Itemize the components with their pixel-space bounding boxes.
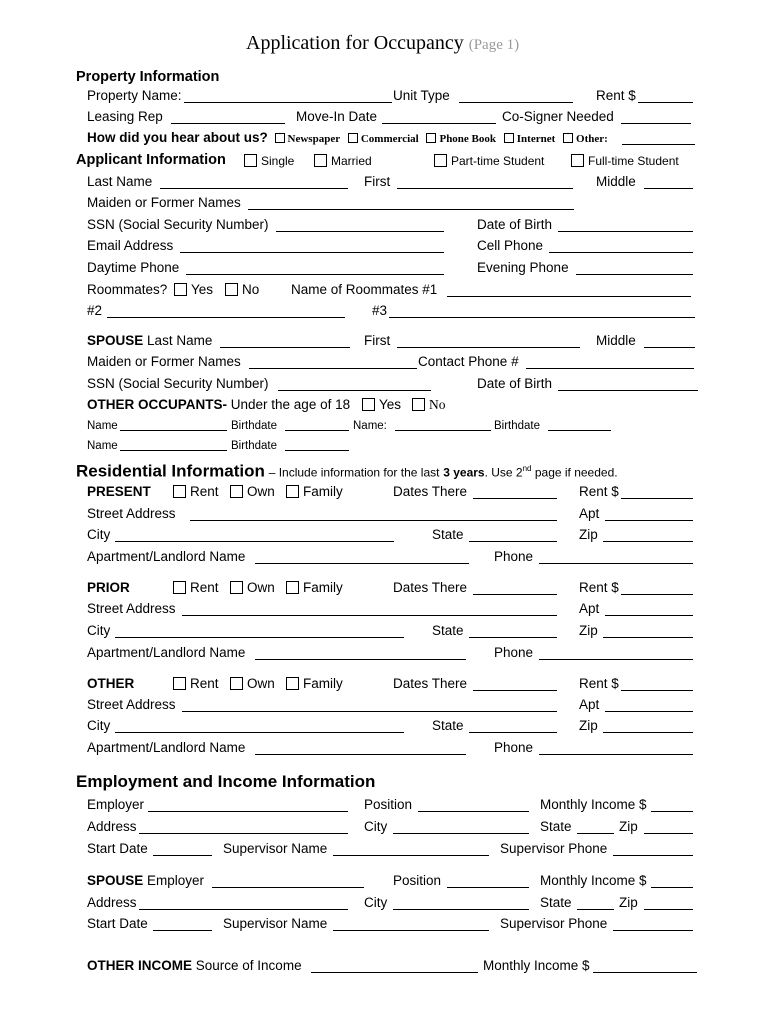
other-label: OTHER <box>87 676 135 691</box>
applicant-heading: Applicant Information <box>76 152 226 168</box>
checkbox[interactable] <box>286 485 299 498</box>
spouse-employer-field[interactable] <box>212 887 364 888</box>
rent-field[interactable] <box>638 102 693 103</box>
status-part-time[interactable]: Part-time Student <box>434 153 544 169</box>
prior-dates-label: Dates There <box>393 580 468 595</box>
spouse-supervisor-phone-label: Supervisor Phone <box>500 916 608 931</box>
checkbox[interactable] <box>286 677 299 690</box>
monthly-income-field[interactable] <box>651 811 693 812</box>
occupant1-birthdate-label: Birthdate <box>231 420 278 432</box>
other-monthly-income-field[interactable] <box>593 972 697 973</box>
ssn-label: SSN (Social Security Number) <box>87 217 269 232</box>
other-income-row: OTHER INCOME Source of Income <box>87 958 302 973</box>
position-label: Position <box>364 797 413 812</box>
supervisor-phone-label: Supervisor Phone <box>500 841 608 856</box>
spouse-address-label: Address <box>87 895 137 910</box>
spouse-state-label: State <box>540 895 572 910</box>
spouse-supervisor-phone-field[interactable] <box>613 930 693 931</box>
prior-apt-field[interactable] <box>605 615 693 616</box>
present-landlord-label: Apartment/Landlord Name <box>87 549 246 564</box>
page-note: (Page 1) <box>468 37 520 53</box>
present-zip-field[interactable] <box>603 541 693 542</box>
employer-state-field[interactable] <box>577 833 614 834</box>
employer-zip-field[interactable] <box>644 833 693 834</box>
other-rent-option[interactable]: Rent <box>173 676 219 692</box>
present-street-label: Street Address <box>87 506 176 521</box>
spouse-last-name-field[interactable] <box>220 347 350 348</box>
spouse-ssn-label: SSN (Social Security Number) <box>87 376 269 391</box>
other-family-option[interactable]: Family <box>286 676 343 692</box>
occupant1-name-field[interactable] <box>120 430 227 431</box>
occupant2-birthdate-label: Birthdate <box>494 420 541 432</box>
present-dates-field[interactable] <box>473 498 557 499</box>
prior-zip-field[interactable] <box>603 637 693 638</box>
position-field[interactable] <box>418 811 529 812</box>
occupant3-birthdate-label: Birthdate <box>231 440 278 452</box>
spouse-position-field[interactable] <box>447 887 529 888</box>
prior-rent-amt-label: Rent $ <box>579 580 619 595</box>
occupant1-birthdate-field[interactable] <box>285 430 349 431</box>
spouse-maiden-field[interactable] <box>249 368 417 369</box>
roommates-no[interactable]: No <box>225 282 259 298</box>
checkbox[interactable] <box>426 133 436 143</box>
hear-newspaper[interactable]: Newspaper <box>275 133 341 145</box>
hear-other-field[interactable] <box>622 144 695 145</box>
supervisor-name-label: Supervisor Name <box>223 841 328 856</box>
present-city-label: City <box>87 527 111 542</box>
employer-city-field[interactable] <box>393 833 529 834</box>
other-apt-label: Apt <box>579 697 600 712</box>
occupant3-name-field[interactable] <box>120 450 227 451</box>
start-date-field[interactable] <box>153 855 212 856</box>
property-name-label: Property Name: <box>87 88 182 103</box>
monthly-income-label: Monthly Income $ <box>540 797 647 812</box>
checkbox[interactable] <box>563 133 573 143</box>
occupant1-name-label: Name <box>87 420 118 432</box>
hear-phone-book[interactable]: Phone Book <box>426 133 496 145</box>
other-landlord-label: Apartment/Landlord Name <box>87 740 246 755</box>
spouse-monthly-income-label: Monthly Income $ <box>540 873 647 888</box>
spouse-supervisor-name-field[interactable] <box>333 930 489 931</box>
status-single[interactable]: Single <box>244 153 294 169</box>
present-landlord-field[interactable] <box>255 563 469 564</box>
checkbox[interactable] <box>275 133 285 143</box>
prior-city-field[interactable] <box>115 637 404 638</box>
other-street-field[interactable] <box>182 711 557 712</box>
prior-rent-amt-field[interactable] <box>621 594 693 595</box>
spouse-dob-field[interactable] <box>558 390 698 391</box>
prior-label: PRIOR <box>87 580 130 595</box>
residential-heading: Residential Information <box>76 461 265 481</box>
spouse-maiden-label: Maiden or Former Names <box>87 354 241 369</box>
supervisor-name-field[interactable] <box>333 855 489 856</box>
last-name-field[interactable] <box>160 188 348 189</box>
checkbox[interactable] <box>173 581 186 594</box>
occupant3-birthdate-field[interactable] <box>285 450 349 451</box>
other-rent-amt-label: Rent $ <box>579 676 619 691</box>
spouse-first-field[interactable] <box>397 347 580 348</box>
unit-type-field[interactable] <box>459 102 573 103</box>
maiden-field[interactable] <box>248 209 574 210</box>
employer-field[interactable] <box>148 811 348 812</box>
evening-field[interactable] <box>576 274 693 275</box>
hear-internet[interactable]: Internet <box>504 133 556 145</box>
spouse-monthly-income-field[interactable] <box>651 887 693 888</box>
prior-dates-field[interactable] <box>473 594 557 595</box>
spouse-city-field[interactable] <box>393 909 529 910</box>
residential-heading-row: Residential Information – Include information for the last 3 years. Use 2nd page if needed. <box>76 461 618 481</box>
start-date-label: Start Date <box>87 841 148 856</box>
checkbox[interactable] <box>348 133 358 143</box>
prior-phone-field[interactable] <box>539 659 693 660</box>
cosigner-label: Co-Signer Needed <box>502 109 614 124</box>
cosigner-field[interactable] <box>621 123 691 124</box>
other-own-option[interactable]: Own <box>230 676 275 692</box>
employer-address-label: Address <box>87 819 137 834</box>
supervisor-phone-field[interactable] <box>613 855 693 856</box>
occupant3-name-label: Name <box>87 440 118 452</box>
occupant2-name-label: Name: <box>353 420 387 432</box>
present-zip-label: Zip <box>579 527 598 542</box>
present-street-field[interactable] <box>190 520 557 521</box>
employer-city-label: City <box>364 819 388 834</box>
prior-state-field[interactable] <box>469 637 557 638</box>
checkbox[interactable] <box>225 283 238 296</box>
spouse-city-label: City <box>364 895 388 910</box>
status-full-time[interactable]: Full-time Student <box>571 153 679 169</box>
prior-state-label: State <box>432 623 464 638</box>
roommate3-field[interactable] <box>389 317 695 318</box>
checkbox[interactable] <box>314 154 327 167</box>
other-monthly-income-label: Monthly Income $ <box>483 958 590 973</box>
present-phone-label: Phone <box>494 549 534 564</box>
middle-name-field[interactable] <box>644 188 693 189</box>
roommates-yes[interactable]: Yes <box>174 282 213 298</box>
checkbox[interactable] <box>230 485 243 498</box>
checkbox[interactable] <box>230 677 243 690</box>
property-heading: Property Information <box>76 69 220 85</box>
other-dates-field[interactable] <box>473 690 557 691</box>
cell-label: Cell Phone <box>477 238 544 253</box>
spouse-position-label: Position <box>393 873 442 888</box>
spouse-name-row: SPOUSE Last Name <box>87 333 213 348</box>
other-income-source-field[interactable] <box>311 972 478 973</box>
occupants-no[interactable]: No <box>412 397 446 413</box>
daytime-label: Daytime Phone <box>87 260 180 275</box>
title-text: Application for Occupancy <box>246 32 464 54</box>
prior-landlord-label: Apartment/Landlord Name <box>87 645 246 660</box>
other-state-label: State <box>432 718 464 733</box>
prior-rent-option[interactable]: Rent <box>173 580 219 596</box>
present-rent-amt-label: Rent $ <box>579 484 619 499</box>
present-family-option[interactable]: Family <box>286 484 343 500</box>
hear-commercial[interactable]: Commercial <box>348 133 419 145</box>
checkbox[interactable] <box>362 398 375 411</box>
spouse-zip-field[interactable] <box>644 909 693 910</box>
checkbox[interactable] <box>173 485 186 498</box>
prior-landlord-field[interactable] <box>255 659 466 660</box>
unit-type-label: Unit Type <box>393 88 450 103</box>
page-title <box>246 32 519 56</box>
roommate1-label: Name of Roommates #1 <box>291 282 438 297</box>
status-married[interactable]: Married <box>314 153 372 169</box>
dob-field[interactable] <box>558 231 693 232</box>
prior-street-label: Street Address <box>87 601 176 616</box>
prior-own-option[interactable]: Own <box>230 580 275 596</box>
other-dates-label: Dates There <box>393 676 468 691</box>
first-name-field[interactable] <box>397 188 573 189</box>
occupant2-birthdate-field[interactable] <box>548 430 611 431</box>
employer-address-field[interactable] <box>139 833 348 834</box>
present-city-field[interactable] <box>115 541 394 542</box>
present-apt-label: Apt <box>579 506 600 521</box>
present-state-label: State <box>432 527 464 542</box>
employer-state-label: State <box>540 819 572 834</box>
occupants-row: OTHER OCCUPANTS- Under the age of 18 <box>87 397 351 412</box>
maiden-label: Maiden or Former Names <box>87 195 241 210</box>
email-field[interactable] <box>180 252 444 253</box>
other-city-label: City <box>87 718 111 733</box>
roommate3-label: #3 <box>372 303 388 318</box>
spouse-first-label: First <box>364 333 391 348</box>
roommate2-label: #2 <box>87 303 103 318</box>
spouse-middle-label: Middle <box>596 333 636 348</box>
prior-zip-label: Zip <box>579 623 598 638</box>
spouse-address-field[interactable] <box>139 909 348 910</box>
spouse-start-date-label: Start Date <box>87 916 148 931</box>
spouse-start-date-field[interactable] <box>153 930 212 931</box>
spouse-zip-label: Zip <box>619 895 638 910</box>
checkbox[interactable] <box>230 581 243 594</box>
present-phone-field[interactable] <box>539 563 693 564</box>
spouse-ssn-field[interactable] <box>278 390 431 391</box>
checkbox[interactable] <box>571 154 584 167</box>
checkbox[interactable] <box>174 283 187 296</box>
prior-city-label: City <box>87 623 111 638</box>
present-rent-amt-field[interactable] <box>621 498 693 499</box>
checkbox[interactable] <box>286 581 299 594</box>
email-label: Email Address <box>87 238 174 253</box>
checkbox[interactable] <box>244 154 257 167</box>
present-apt-field[interactable] <box>605 520 693 521</box>
leasing-rep-label: Leasing Rep <box>87 109 163 124</box>
employer-zip-label: Zip <box>619 819 638 834</box>
leasing-rep-field[interactable] <box>171 123 285 124</box>
other-apt-field[interactable] <box>605 711 693 712</box>
spouse-supervisor-name-label: Supervisor Name <box>223 916 328 931</box>
other-zip-field[interactable] <box>603 732 693 733</box>
present-rent-option[interactable]: Rent <box>173 484 219 500</box>
dob-label: Date of Birth <box>477 217 553 232</box>
other-city-field[interactable] <box>115 732 404 733</box>
prior-apt-label: Apt <box>579 601 600 616</box>
roommates-label: Roommates? <box>87 282 168 297</box>
roommate1-field[interactable] <box>447 296 691 297</box>
spouse-employer-row: SPOUSE Employer <box>87 873 205 888</box>
other-phone-label: Phone <box>494 740 534 755</box>
employer-label: Employer <box>87 797 145 812</box>
checkbox[interactable] <box>434 154 447 167</box>
other-landlord-field[interactable] <box>255 754 466 755</box>
present-state-field[interactable] <box>469 541 557 542</box>
prior-phone-label: Phone <box>494 645 534 660</box>
movein-label: Move-In Date <box>296 109 378 124</box>
spouse-state-field[interactable] <box>577 909 614 910</box>
spouse-dob-label: Date of Birth <box>477 376 553 391</box>
other-phone-field[interactable] <box>539 754 693 755</box>
middle-name-label: Middle <box>596 174 636 189</box>
evening-label: Evening Phone <box>477 260 569 275</box>
occupants-yes[interactable]: Yes <box>362 397 401 413</box>
rent-label: Rent $ <box>596 88 636 103</box>
cell-field[interactable] <box>549 252 693 253</box>
daytime-field[interactable] <box>186 274 444 275</box>
spouse-contact-field[interactable] <box>526 368 694 369</box>
occupant2-name-field[interactable] <box>395 430 491 431</box>
movein-field[interactable] <box>382 123 496 124</box>
checkbox[interactable] <box>173 677 186 690</box>
present-label: PRESENT <box>87 484 151 499</box>
other-zip-label: Zip <box>579 718 598 733</box>
checkbox[interactable] <box>412 398 425 411</box>
other-rent-amt-field[interactable] <box>621 690 693 691</box>
spouse-middle-field[interactable] <box>644 347 695 348</box>
first-name-label: First <box>364 174 391 189</box>
last-name-label: Last Name <box>87 174 153 189</box>
other-street-label: Street Address <box>87 697 176 712</box>
roommate2-field[interactable] <box>107 317 345 318</box>
hear-label: How did you hear about us? <box>87 130 268 145</box>
other-state-field[interactable] <box>469 732 557 733</box>
property-name-field[interactable] <box>184 102 392 103</box>
checkbox[interactable] <box>504 133 514 143</box>
present-dates-label: Dates There <box>393 484 468 499</box>
hear-other[interactable]: Other: <box>563 133 608 145</box>
present-own-option[interactable]: Own <box>230 484 275 500</box>
hear-row <box>87 130 608 147</box>
employment-heading: Employment and Income Information <box>76 772 376 791</box>
prior-family-option[interactable]: Family <box>286 580 343 596</box>
prior-street-field[interactable] <box>182 615 557 616</box>
spouse-contact-label: Contact Phone # <box>418 354 519 369</box>
ssn-field[interactable] <box>276 231 444 232</box>
